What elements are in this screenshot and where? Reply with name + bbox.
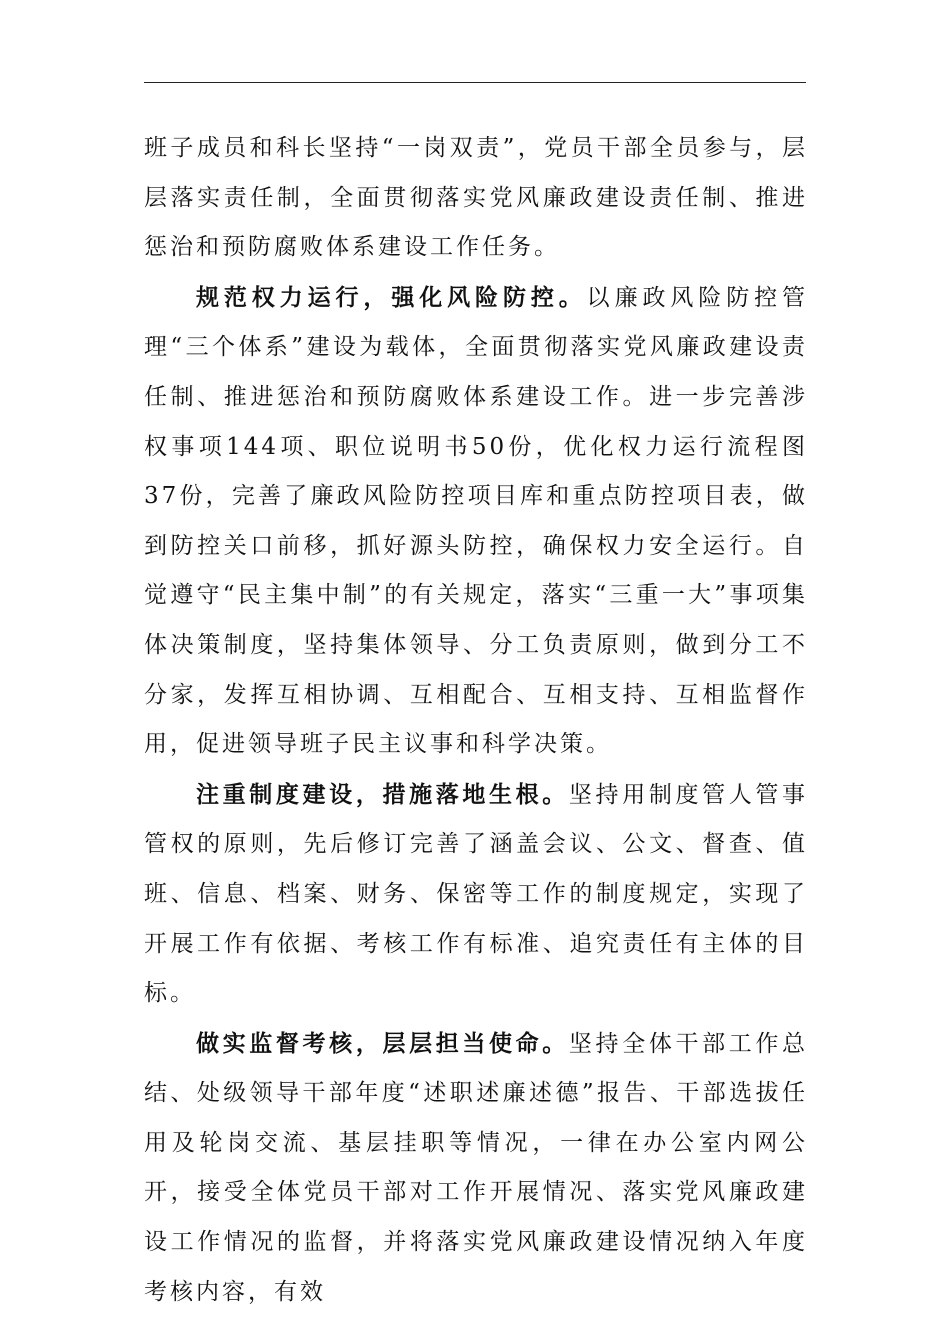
paragraph-3-lead: 注重制度建设，措施落地生根。 [196, 780, 569, 808]
paragraph-4-text: 坚持全体干部工作总结、处级领导干部年度“述职述廉述德”报告、干部选拔任用及轮岗交流、基层挂职等情况，一律在办公室内网公开，接受全体党员干部对工作开展情况、落实党风廉政建设工作情况的监督，并将落实党风廉政建设情况纳入年度考核内容，有效 [144, 1030, 809, 1305]
paragraph-3-text: 坚持用制度管人管事管权的原则，先后修订完善了涵盖会议、公文、督查、值班、信息、档案、财务、保密等工作的制度规定，实现了开展工作有依据、考核工作有标准、追究责任有主体的目标。 [144, 781, 809, 1007]
paragraph-2-lead: 规范权力运行，强化风险防控。 [196, 283, 587, 311]
paragraph-1-text: 班子成员和科长坚持“一岗双责”，党员干部全员参与，层层落实责任制，全面贯彻落实党风廉政建设责任制、推进惩治和预防腐败体系建设工作任务。 [144, 135, 808, 261]
paragraph-4 [144, 1019, 808, 1318]
header-rule [144, 82, 806, 83]
paragraph-2-text: 以廉政风险防控管理“三个体系”建设为载体，全面贯彻落实党风廉政建设责任制、推进惩治和预防腐败体系建设工作。进一步完善涉权事项144项、职位说明书50份，优化权力运行流程图37份，完善了廉政风险防控项目库和重点防控项目表，做到防控关口前移，抓好源头防控，确保权力安全运行。自觉遵守“民主集中制”的有关规定，落实“三重一大”事项集体决策制度，坚持集体领导、分工负责原则，做到分工不分家，发挥互相协调、互相配合、互相支持、互相监督作用，促进领导班子民主议事和科学决策。 [144, 284, 809, 758]
document-body [144, 124, 808, 1317]
paragraph-1 [144, 124, 808, 273]
paragraph-2 [144, 273, 808, 770]
paragraph-3 [144, 770, 808, 1019]
paragraph-4-lead: 做实监督考核，层层担当使命。 [196, 1029, 569, 1057]
